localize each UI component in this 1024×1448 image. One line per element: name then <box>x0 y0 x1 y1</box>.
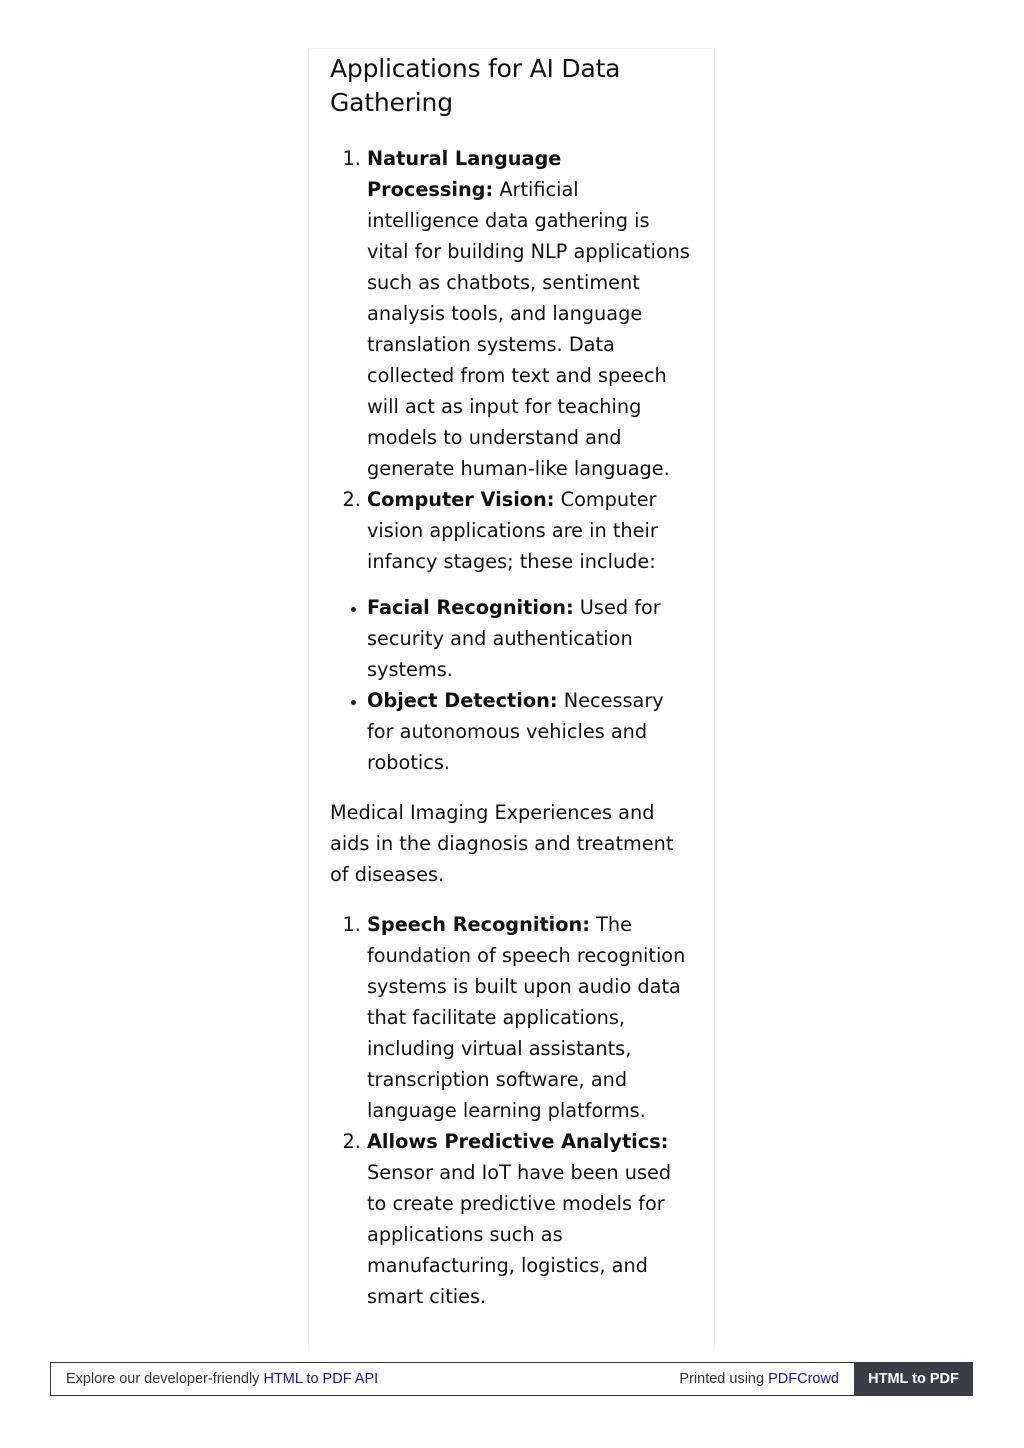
list-item-text: Sensor and IoT have been used to create predictive models for applications such as manufacturing, logistics, and smart cities. <box>367 1161 672 1308</box>
list-item <box>367 1126 692 1312</box>
applications-list-2 <box>330 909 692 1312</box>
list-item <box>367 143 692 484</box>
list-item <box>367 909 692 1126</box>
list-item-text: Computer vision applications are in their infancy stages; these include: <box>367 488 658 573</box>
article-column <box>308 48 715 1350</box>
footer-explore <box>66 1371 378 1387</box>
pdfcrowd-link[interactable]: PDFCrowd <box>768 1371 839 1387</box>
footer-explore-text: Explore our developer-friendly <box>66 1371 264 1387</box>
bullet-item-term: Facial Recognition: <box>367 596 574 619</box>
list-item-term: Natural Language Processing: <box>367 147 562 201</box>
bullet-item <box>367 592 692 685</box>
footer-printed <box>679 1371 839 1387</box>
computer-vision-bullets <box>330 592 692 778</box>
applications-list-1 <box>330 143 692 577</box>
html-to-pdf-api-link[interactable]: HTML to PDF API <box>263 1371 379 1387</box>
list-item-term: Speech Recognition: <box>367 913 590 936</box>
list-item-text: Artificial intelligence data gathering is vital for building NLP applications such as chatbots, sentiment analysis tools, and language translation systems. Data collected from text and speech will act as input for teaching models to understand and generate human-like language. <box>367 178 690 480</box>
article-content <box>330 49 692 1312</box>
pdfcrowd-footer-bar <box>50 1362 973 1396</box>
medical-imaging-paragraph: Medical Imaging Experiences and aids in the diagnosis and treatment of diseases. <box>330 801 674 886</box>
bullet-item-text: Used for security and authentication systems. <box>367 596 661 681</box>
list-item <box>367 484 692 577</box>
bullet-item-text: Necessary for autonomous vehicles and robotics. <box>367 689 664 774</box>
html-to-pdf-button[interactable]: HTML to PDF <box>854 1362 973 1396</box>
list-item-text: The foundation of speech recognition systems is built upon audio data that facilitate applications, including virtual assistants, transcription software, and language learning platforms. <box>367 913 686 1122</box>
list-item-term: Allows Predictive Analytics: <box>367 1130 669 1153</box>
bullet-item-term: Object Detection: <box>367 689 558 712</box>
bullet-item <box>367 685 692 778</box>
footer-printed-text: Printed using <box>679 1371 769 1387</box>
list-item-term: Computer Vision: <box>367 488 555 511</box>
article-heading: Applications for AI Data Gathering <box>330 54 621 117</box>
